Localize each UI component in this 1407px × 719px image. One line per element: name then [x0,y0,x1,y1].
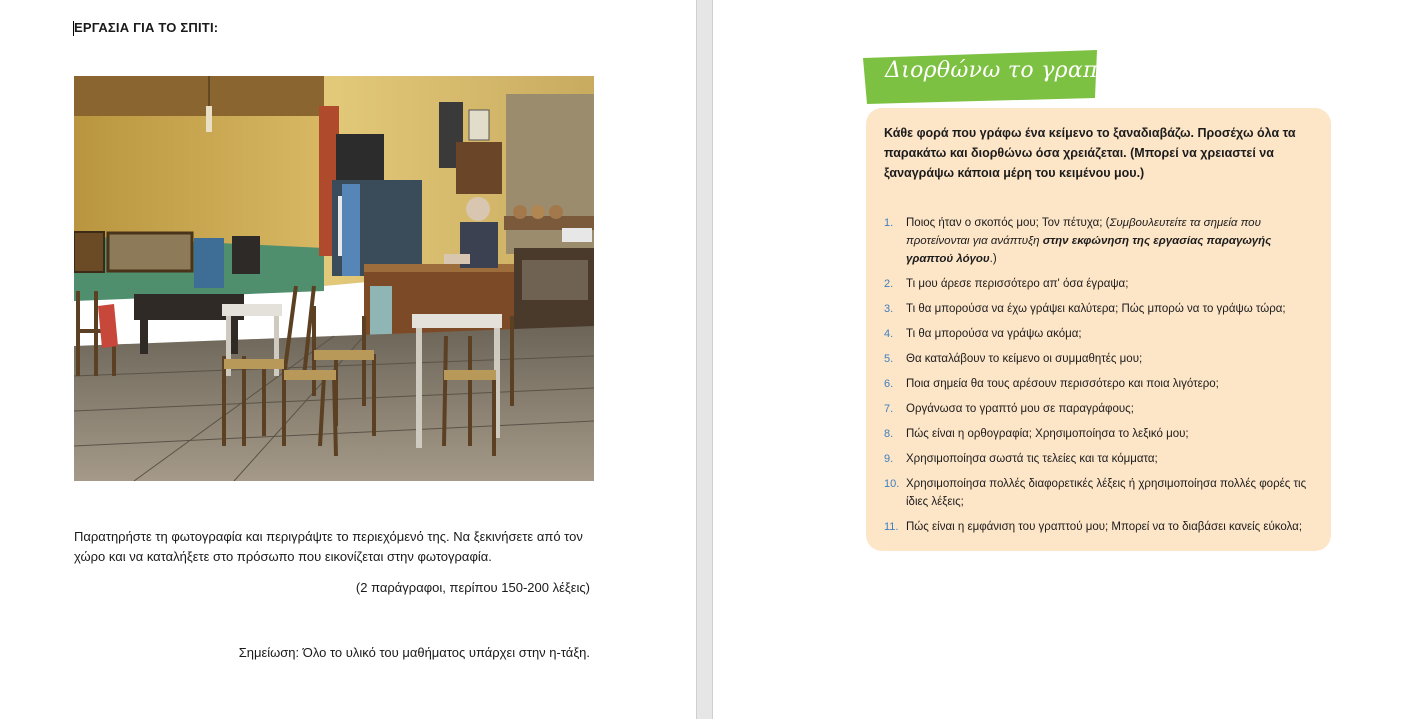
checklist-item-text: Οργάνωσα το γραπτό μου σε παραγράφους; [906,403,1134,415]
checklist-number: 11. [884,521,899,533]
checklist-item-text: Ποια σημεία θα τους αρέσουν περισσότερο και ποια λιγότερο; [906,378,1219,390]
checklist-number: 5. [884,353,894,365]
checklist-item [884,300,1314,318]
checklist-item [884,450,1314,468]
checklist-item-text: Πώς είναι η εμφάνιση του γραπτού μου; Μπορεί να το διαβάσει κανείς εύκολα; [906,521,1303,533]
checklist-item [884,275,1314,293]
checklist-item-text: Τι μου άρεσε περισσότερο απ' όσα έγραψα; [906,278,1129,290]
checklist-number: 6. [884,378,894,390]
checklist-item-text: Τι θα μπορούσα να έχω γράψει καλύτερα; Πώς μπορώ να το γράψω τώρα; [906,303,1286,315]
checklist-number: 3. [884,303,894,315]
instruction-paragraph: Παρατηρήστε τη φωτογραφία και περιγράψτε το περιεχόμενό της. Να ξεκινήσετε από τον χώρο και να καταλήξετε στο πρόσωπο που εικονίζεται στην φωτογραφία. [74,529,583,564]
checklist-item-text: Χρησιμοποίησα πολλές διαφορετικές λέξεις ή χρησιμοποίησα πολλές φορές τις ίδιες λέξεις; [906,478,1307,508]
cafe-interior-image [74,76,594,481]
checklist-item-text: Τι θα μπορούσα να γράψω ακόμα; [906,328,1082,340]
cafe-photo [74,76,594,481]
document-page-right [713,0,1407,719]
page-gutter [696,0,713,719]
length-note: (2 παράγραφοι, περίπου 150-200 λέξεις) [355,580,590,595]
checklist-item [884,375,1314,393]
checklist-item-text: Θα καταλάβουν το κείμενο οι συμμαθητές μου; [906,353,1143,365]
checklist-item [884,214,1314,268]
banner-title: Διορθώνω το γραπτό μου [885,58,1173,83]
checklist-item-hint: Συμβουλευτείτε τα σημεία που προτείνονται για ανάπτυξη [906,217,1261,247]
checklist-number: 9. [884,453,894,465]
checklist-intro: Κάθε φορά που γράφω ένα κείμενο το ξαναδιαβάζω. Προσέχω όλα τα παρακάτω και διορθώνω όσα χρειάζεται. (Μπορεί να χρειαστεί να ξαναγράψω κάποια μέρη του κειμένου μου.) [884,126,1296,180]
homework-heading [74,20,218,35]
checklist-item [884,325,1314,343]
checklist-item-hint-bold: στην εκφώνηση της εργασίας παραγωγής γραπτού λόγου [906,235,1272,265]
checklist-number: 4. [884,328,894,340]
checklist-item [884,400,1314,418]
checklist-item [884,425,1314,443]
checklist-number: 10. [884,478,900,490]
checklist-item [884,350,1314,368]
checklist-number: 7. [884,403,894,415]
checklist [884,214,1314,543]
checklist-item [884,475,1314,511]
homework-heading-text: ΕΡΓΑΣΙΑ ΓΙΑ ΤΟ ΣΠΙΤΙ: [74,20,219,35]
checklist-number: 2. [884,278,894,290]
text-cursor [73,21,74,36]
checklist-item-lead: Ποιος ήταν ο σκοπός μου; Τον πέτυχα; ( [906,217,1110,229]
checklist-item-text: Πώς είναι η ορθογραφία; Χρησιμοποίησα το λεξικό μου; [906,428,1189,440]
document-page-left [0,0,696,719]
checklist-number: 1. [884,217,894,229]
checklist-card [866,108,1331,551]
material-note: Σημείωση: Όλο το υλικό του μαθήματος υπάρχει στην η-τάξη. [238,645,590,660]
checklist-item-text: Χρησιμοποίησα σωστά τις τελείες και τα κόμματα; [906,453,1158,465]
checklist-number: 8. [884,428,894,440]
checklist-item-tail: .) [989,253,997,265]
checklist-item [884,518,1314,536]
